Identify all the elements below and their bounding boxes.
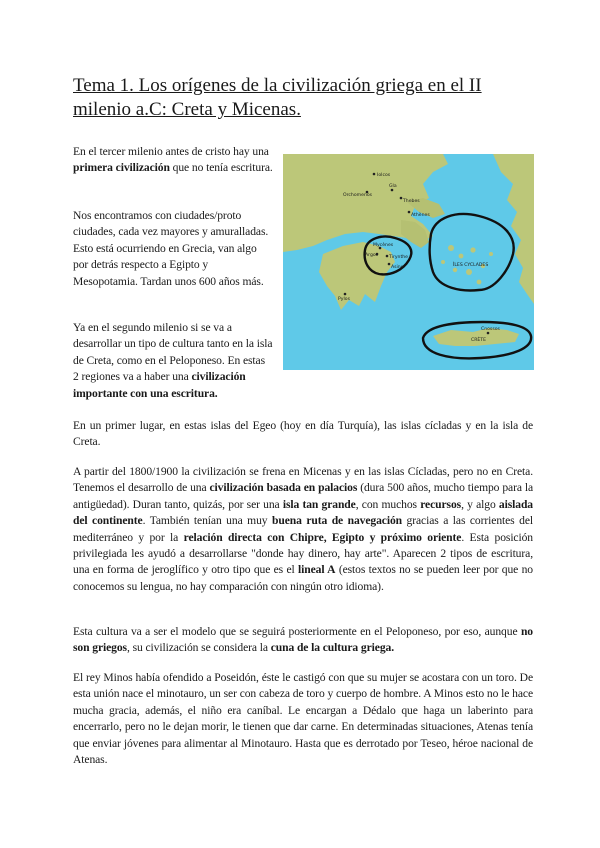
map-graphic — [283, 154, 534, 370]
map-label-athenes: Athènes — [411, 213, 430, 218]
island — [453, 268, 457, 272]
paragraph-minos: El rey Minos había ofendido a Poseidón, éste le castigó con que su mujer se acostara con un toro. De esta unión nace el minotauro, un ser con cabeza de toro y cuerpo de hombre. A Minos esto no le hace mucha gracia, además, el niño era caníbal. Le encargan a Dédalo que haga un laberinto para encerrarlo, pero no le dejan morir, le tienen que dar carne. En determinadas situaciones, Atenas tenía que enviar jóvenes para alimentar al Minotauro. Hasta que es derrotado por Teseo, héroe nacional de Atenas. — [73, 671, 533, 767]
text: . También tenían una muy — [142, 514, 272, 528]
bold-term: relación directa con Chipre, Egipto y próximo oriente — [183, 530, 462, 544]
bold-term: cuna de la cultura griega. — [270, 641, 395, 655]
text: (estos textos no se pueden leer por que no conocemos su lengua, no hay comparación con ningún otro idioma). — [73, 563, 533, 593]
bold-term: aislada del continente — [73, 497, 533, 528]
island — [466, 269, 472, 275]
bold-term: no son griegos — [73, 625, 533, 655]
map-label-mycenes: Mycènes — [373, 243, 394, 248]
bold-term: civilización basada en palacios — [209, 481, 358, 495]
bold-term: primera civilización — [73, 161, 170, 175]
map-label-tirynthe: Tirynthe — [389, 255, 408, 260]
paragraph-crete-palaces — [73, 464, 533, 595]
map-label-argos: Argos — [365, 253, 379, 258]
map-label-orchomenos: Orchomenos — [343, 193, 373, 198]
paragraph-aegean: En un primer lugar, en estas islas del Egeo (hoy en día Turquía), las islas cícladas y en la isla de Creta. — [73, 419, 533, 449]
map-label-crete: CRÈTE — [471, 338, 487, 343]
text: que no tenía escritura. — [169, 161, 273, 175]
paragraph-intro — [73, 144, 273, 177]
aegean-map — [283, 154, 534, 370]
map-label-gla: Gla — [389, 184, 397, 189]
map-label-pylos: Pylos — [338, 297, 350, 302]
bold-term: lineal A — [298, 563, 336, 577]
bold-term: buena ruta de navegación — [272, 514, 403, 528]
island — [477, 280, 482, 285]
map-label-thebes: Thebes — [403, 199, 420, 204]
island — [459, 254, 464, 259]
text: A partir del 1800/1900 la civilización se frena en Micenas y en las islas Cícladas, pero no en Creta. Tenemos el desarrollo de una — [73, 465, 533, 495]
bold-term: civilización importante con una escritura. — [73, 370, 246, 400]
paragraph-model — [73, 624, 533, 657]
text: , y algo — [461, 497, 499, 511]
map-label-cnossos: Cnossos — [481, 327, 500, 332]
text: gracias a las corrientes del mediterráneo y por la — [73, 514, 533, 544]
text: , con muchos — [355, 497, 421, 511]
paragraph-second-millennium — [73, 320, 273, 402]
paragraph-cities: Nos encontramos con ciudades/proto ciudades, cada vez mayores y amuralladas. Esto está ocurriendo en Grecia, van algo por detrás respecto a Egipto y Mesopotamia. Tardan unos 600 años más. — [73, 209, 269, 288]
text: En el tercer milenio antes de cristo hay una — [73, 145, 269, 158]
map-label-asine: Asine — [391, 265, 404, 270]
text: (dura 500 años, mucho tiempo para la antigüedad). Duran tanto, quizás, por ser una — [73, 481, 533, 511]
island — [489, 252, 493, 256]
text: Ya en el segundo milenio si se va a desarrollar un tipo de cultura tanto en la isla de Creta, como en el Peloponeso. En estas 2 regiones va a haber una — [73, 321, 273, 384]
map-label-iolcos: Iolcos — [377, 173, 391, 178]
bold-term: isla tan grande — [282, 497, 356, 511]
bold-term: recursos — [420, 497, 462, 511]
island — [448, 245, 454, 251]
island — [470, 247, 475, 252]
island — [441, 260, 445, 264]
text: Esta cultura va a ser el modelo que se seguirá posteriormente en el Peloponeso, por eso, aunque — [73, 625, 521, 638]
page-title: Tema 1. Los orígenes de la civilización griega en el II milenio a.C: Creta y Micenas. — [73, 75, 482, 120]
text: . Esta posición privilegiada les ayudó a desarrollarse "donde hay dinero, hay arte". Aparecen 2 tipos de escritura, una en forma de jeroglífico y otro tipo que es el — [73, 530, 533, 577]
map-label-iles-cyclades: ÎLES CYCLADES — [453, 263, 489, 268]
text: , su civilización se considera la — [126, 641, 271, 655]
